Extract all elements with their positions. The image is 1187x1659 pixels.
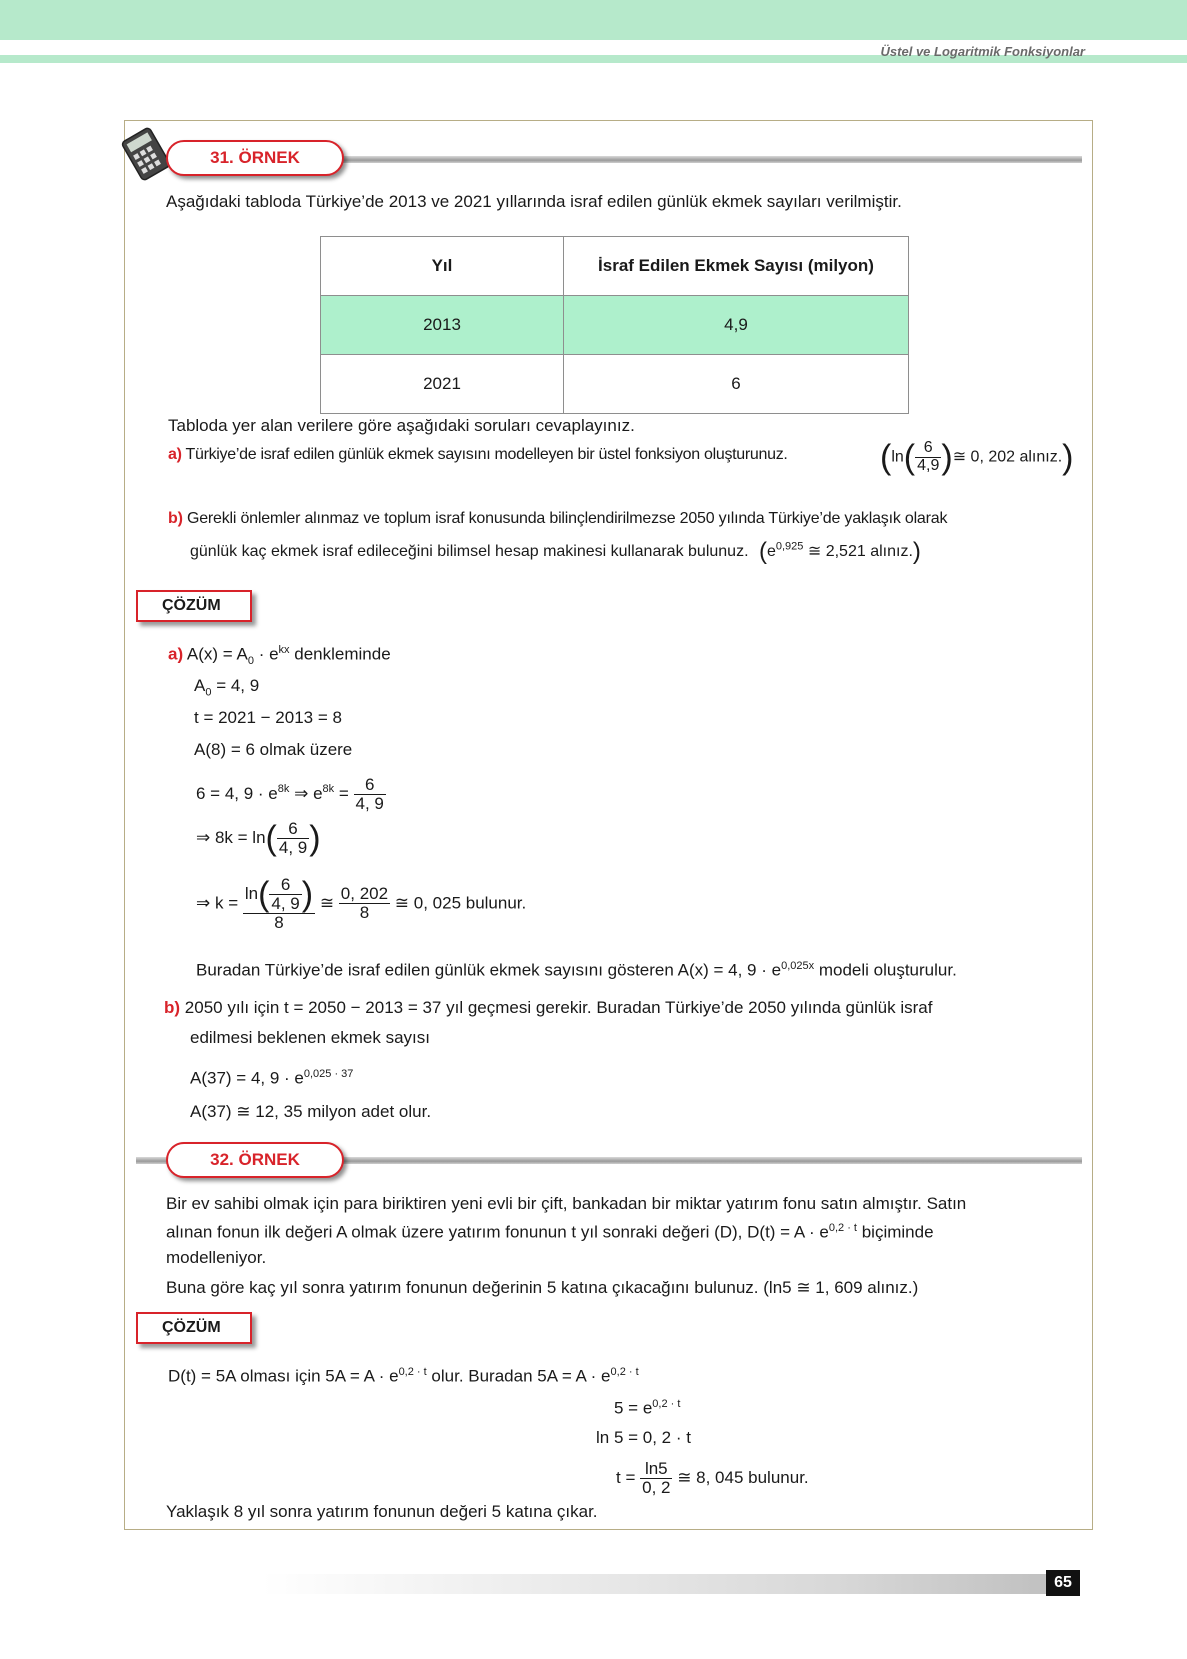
table-cell: 2013 [321, 296, 564, 355]
fraction-numerator: ln( $\frac{6}{4, 9}$ ) [244, 875, 314, 914]
fraction [243, 876, 315, 932]
fraction-numerator: ln5 [644, 1459, 668, 1478]
table-header-cell: Yıl [321, 237, 564, 296]
equation-text: 2050 yılı için t = 2050 − 2013 = 37 yıl geçmesi gerekir. Buradan Türkiye’de 2050 yılında günlük israf [184, 998, 933, 1017]
equation-line [194, 676, 259, 698]
hint-value: ≅ 2,521 alınız. [807, 543, 913, 561]
ln-symbol: ln [244, 883, 259, 903]
question-a-hint: (ln( $\frac{6}{4,9}$ )≅ 0, 202 alınız.) [880, 438, 1074, 477]
exponent: 0,2 · t [610, 1366, 639, 1378]
equation-line: ln 5 = 0, 2 · t [596, 1428, 691, 1447]
equation: Buradan Türkiye’de israf edilen günlük ekmek sayısını gösteren A(x) = 4, 9 · e [196, 960, 782, 980]
conclusion-text: Yaklaşık 8 yıl sonra yatırım fonunun değeri 5 katına çıkar. [166, 1502, 598, 1521]
table-cell: 4,9 [564, 296, 909, 355]
table-cell: 6 [564, 355, 909, 414]
exponent: 8k [277, 783, 290, 796]
example-31-label: 31. ÖRNEK [166, 140, 344, 176]
e-symbol: e [766, 543, 776, 561]
solution-b-line [164, 998, 932, 1018]
equation: ⇒ k = [196, 893, 243, 913]
exponent: 0,2 · t [652, 1398, 681, 1410]
equation-text: biçiminde [856, 1222, 934, 1242]
fraction-denominator: 4, 9 [271, 893, 300, 913]
fraction-denominator: 4, 9 [278, 837, 308, 857]
equation: · e [253, 644, 279, 664]
chapter-title: Üstel ve Logaritmik Fonksiyonlar [880, 44, 1085, 59]
exponent: 0,925 [775, 540, 804, 553]
subscript: 0 [247, 655, 254, 668]
footer-bar [262, 1574, 1080, 1594]
solution-label: ÇÖZÜM [136, 1312, 252, 1344]
solution-b-label: b) [164, 998, 181, 1017]
equation: olur. Buradan 5A = A · e [426, 1366, 611, 1386]
example-32-question: Buna göre kaç yıl sonra yatırım fonunun değerinin 5 katına çıkacağını bulunuz. (ln5 ≅ 1, 609 alınız.) [166, 1278, 919, 1297]
question-b-line1 [168, 510, 947, 528]
equation-line [616, 1460, 809, 1497]
example-31-intro: Aşağıdaki tabloda Türkiye’de 2013 ve 2021 yıllarında israf edilen günlük ekmek sayıları verilmiştir. [166, 192, 902, 211]
equation-line [614, 1398, 680, 1419]
page-number: 65 [1046, 1570, 1080, 1596]
equation-line [196, 776, 386, 813]
question-b-text: Gerekli önlemler alınmaz ve toplum israf konusunda bilinçlendirilmezse 2050 yılında Türkiye’de yaklaşık olarak [186, 510, 948, 527]
data-table [320, 236, 909, 414]
solution-a-label: a) [168, 644, 184, 664]
table-cell: 2021 [321, 355, 564, 414]
exponent: 0,025 · 37 [303, 1068, 354, 1080]
exponent: 0,2 · t [398, 1366, 427, 1378]
fraction-numerator: 6 [288, 819, 298, 838]
equation: A [194, 676, 206, 695]
equation: A(x) = A [186, 644, 248, 664]
fraction-denominator: 4, 9 [355, 793, 384, 813]
table-header-row [321, 237, 909, 296]
prompt-text: Tabloda yer alan verilere göre aşağıdaki soruları cevaplayınız. [168, 416, 635, 435]
equation: 5 = e [614, 1398, 653, 1418]
example-32-label: 32. ÖRNEK [166, 1142, 344, 1178]
question-b-label: b) [168, 510, 183, 527]
equation-line [190, 1068, 353, 1089]
section-rule [330, 156, 1082, 163]
question-a-label: a) [168, 446, 182, 463]
fraction-denominator: 8 [339, 903, 390, 922]
calculator-icon [120, 126, 172, 182]
equation-line: A(37) ≅ 12, 35 milyon adet olur. [190, 1102, 432, 1121]
equation: ≅ 8, 045 bulunur. [672, 1467, 809, 1487]
subscript: 0 [205, 686, 212, 699]
fraction [915, 440, 941, 475]
exponent: 0,025x [781, 960, 815, 972]
solution-a-line [168, 644, 391, 667]
exponent: kx [278, 644, 290, 656]
equation: t = [616, 1467, 641, 1487]
fraction-denominator: 8 [243, 913, 315, 932]
table-row [321, 296, 909, 355]
equation: ⇒ e [289, 783, 323, 803]
fraction [269, 876, 301, 913]
fraction-numerator: 6 [923, 439, 933, 456]
equation-line [196, 960, 957, 981]
fraction-numerator: 6 [364, 775, 375, 794]
example-32-text: Bir ev sahibi olmak için para biriktiren yeni evli bir çift, bankadan bir miktar yatırım fonu satın almıştır. Satın [166, 1194, 967, 1213]
fraction-denominator: 0, 2 [642, 1477, 671, 1497]
equation: modeli oluşturulur. [814, 960, 957, 980]
fraction [277, 820, 309, 857]
equation-line [196, 876, 526, 932]
exponent: 0,2 · t [828, 1222, 857, 1234]
exponent: 8k [322, 783, 335, 796]
fraction [640, 1460, 672, 1497]
equation-line: A(8) = 6 olmak üzere [194, 740, 353, 759]
equation: ⇒ 8k = ln [196, 827, 266, 847]
equation-line: edilmesi beklenen ekmek sayısı [190, 1028, 431, 1047]
hint-value: ≅ 0, 202 alınız. [952, 448, 1063, 466]
fraction-denominator: 4,9 [917, 456, 940, 474]
question-a [168, 446, 788, 464]
equation: = [334, 783, 354, 803]
question-b-text2: günlük kaç ekmek israf edileceğini bilimsel hesap makinesi kullanarak bulunuz. [190, 543, 749, 561]
header-band [0, 0, 1187, 40]
question-a-text: Türkiye’de israf edilen günlük ekmek sayısını modelleyen bir üstel fonksiyon oluşturunuz. [185, 446, 788, 463]
solution-label: ÇÖZÜM [136, 590, 252, 622]
fraction-numerator: 6 [280, 875, 291, 894]
equation: ≅ [315, 893, 339, 913]
equation: 6 = 4, 9 · e [196, 783, 278, 803]
fraction-numerator: 0, 202 [340, 884, 389, 904]
equation-line [168, 1366, 639, 1387]
equation-text: alınan fonun ilk değeri A olmak üzere yatırım fonunun t yıl sonraki değeri (D), D(t) = A · e [166, 1222, 829, 1242]
equation: A(37) = 4, 9 · e [190, 1068, 304, 1088]
ln-symbol: ln [891, 448, 904, 466]
example-32-text: modelleniyor. [166, 1248, 267, 1267]
equation-text: denkleminde [289, 644, 391, 664]
table-header-cell: İsraf Edilen Ekmek Sayısı (milyon) [564, 237, 909, 296]
equation: = 4, 9 [211, 676, 260, 695]
question-b-line2: günlük kaç ekmek israf edileceğini bilimsel hesap makinesi kullanarak bulunuz. ($e^{0,925}$ ≅ 2,521 alınız.) [190, 538, 921, 565]
example-32-text [166, 1222, 934, 1243]
equation: ≅ 0, 025 bulunur. [390, 893, 527, 913]
fraction [354, 776, 386, 813]
equation-line: t = 2021 − 2013 = 8 [194, 708, 342, 727]
table-row [321, 355, 909, 414]
equation-line: ⇒ 8k = ln( $\frac{6}{4, 9}$ ) [196, 819, 321, 858]
fraction [339, 885, 390, 922]
equation: D(t) = 5A olması için 5A = A · e [168, 1366, 399, 1386]
